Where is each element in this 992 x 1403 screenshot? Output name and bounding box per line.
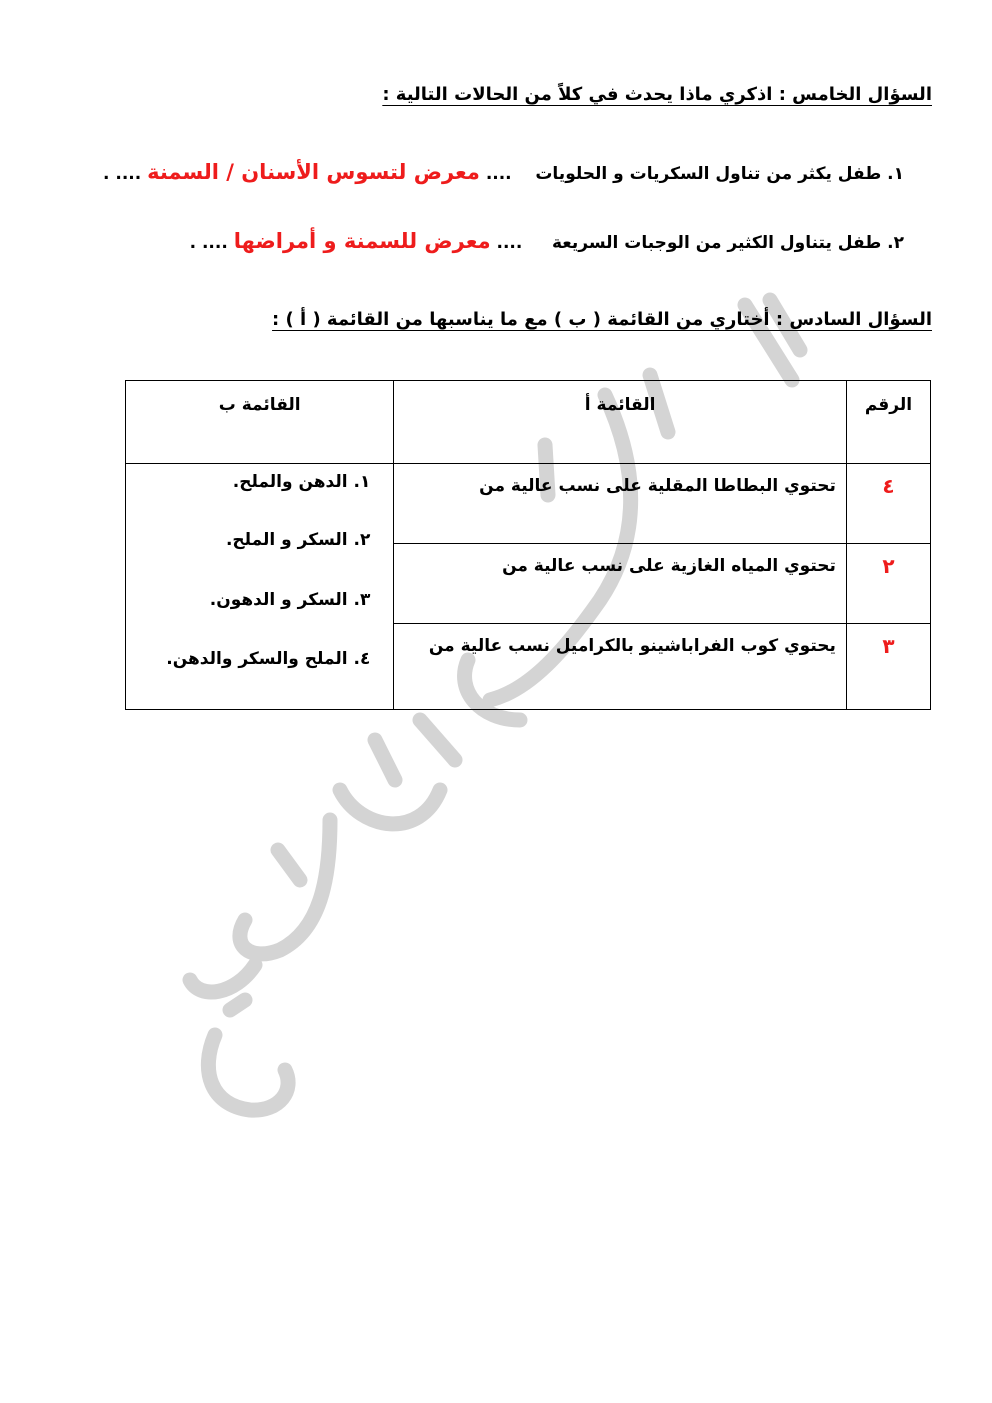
dots-after: .... . [102, 164, 142, 184]
answer-text: معرض للسمنة و أمراضها [233, 229, 491, 253]
answer-number: ٢ [846, 544, 930, 624]
item-number: ٢. [887, 233, 904, 253]
item-prompt: طفل يتناول الكثير من الوجبات السريعة [551, 233, 882, 253]
list-b-cell [126, 464, 394, 710]
item-prompt: طفل يكثر من تناول السكريات و الحلويات [535, 164, 882, 184]
list-a-item: يحتوي كوب الفراباشينو بالكراميل نسب عالية من [394, 624, 847, 710]
list-a-item: تحتوي البطاطا المقلية على نسب عالية من [394, 464, 847, 544]
question5-item-2 [190, 229, 904, 253]
dots-before: .... [496, 233, 523, 253]
list-b-item: ٣. السكر و الدهون. [209, 590, 371, 610]
item-number: ١. [887, 164, 904, 184]
matching-table [125, 380, 931, 710]
table-header-row [126, 381, 931, 464]
list-a-item: تحتوي المياه الغازية على نسب عالية من [394, 544, 847, 624]
answer-number: ٣ [846, 624, 930, 710]
question6-heading: السؤال السادس : أختاري من القائمة ( ب ) مع ما يناسبها من القائمة ( أ ) : [272, 309, 932, 330]
list-b-item: ١. الدهن والملح. [232, 472, 371, 492]
header-list-b: القائمة ب [126, 381, 394, 464]
question5-item-1 [103, 160, 904, 184]
dots-after: .... . [189, 233, 228, 253]
header-number: الرقم [846, 381, 930, 464]
answer-number: ٤ [846, 464, 930, 544]
list-b-item: ٤. الملح والسكر والدهن. [166, 649, 371, 669]
list-b [126, 464, 393, 704]
answer-text: معرض لتسوس الأسنان / السمنة [147, 160, 480, 184]
table-row [126, 464, 931, 544]
question5-heading: السؤال الخامس : اذكري ماذا يحدث في كلاً من الحالات التالية : [382, 84, 932, 105]
dots-before: .... [485, 164, 512, 184]
header-list-a: القائمة أ [394, 381, 847, 464]
list-b-item: ٢. السكر و الملح. [225, 530, 371, 550]
